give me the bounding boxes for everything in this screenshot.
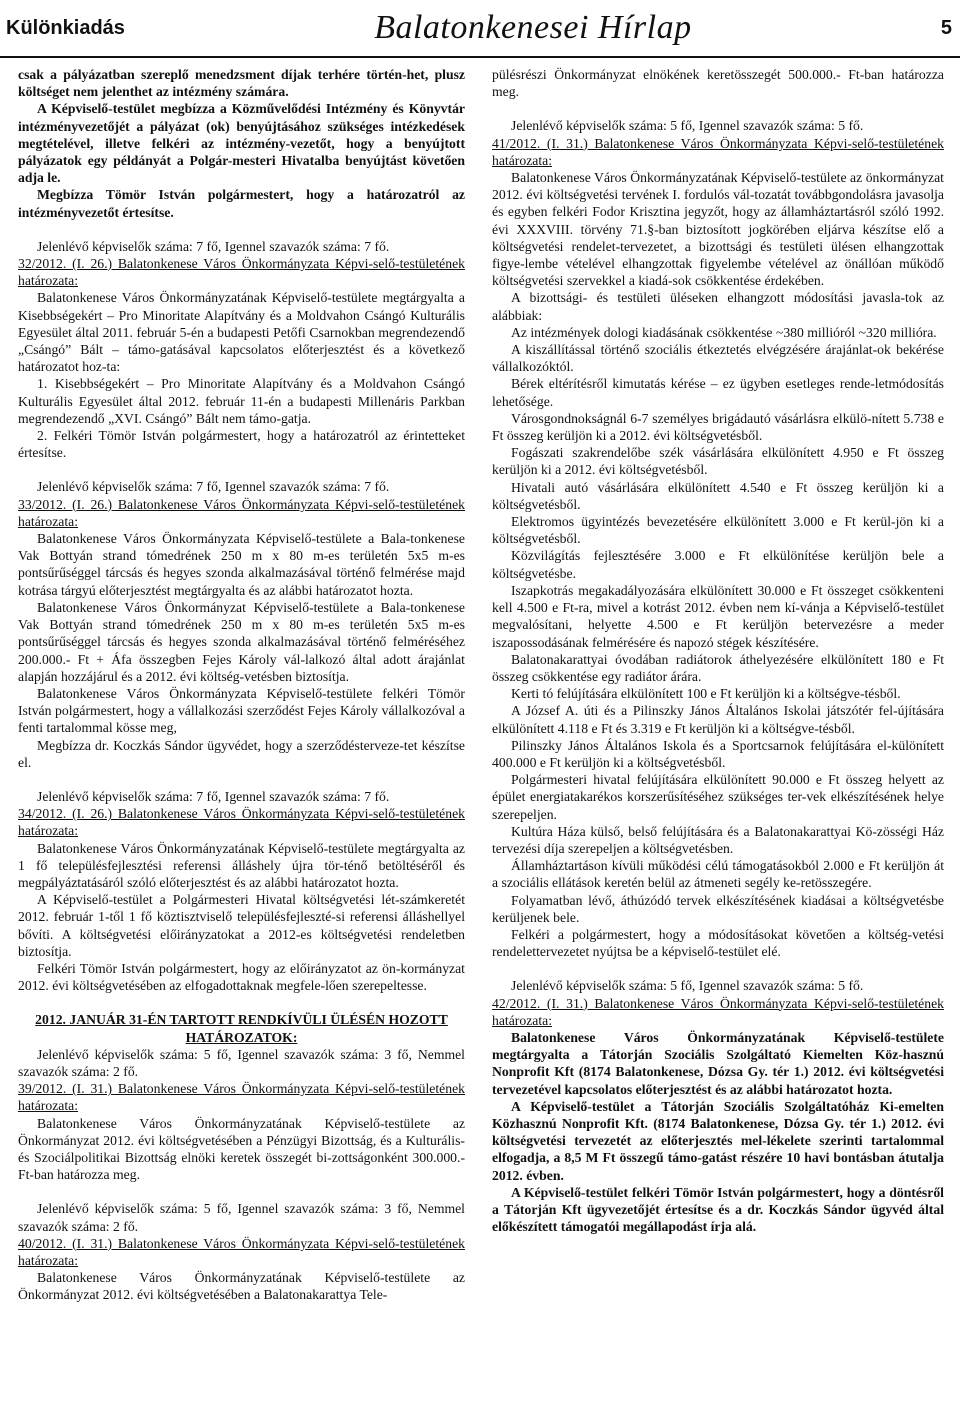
vote-line: Jelenlévő képviselők száma: 7 fő, Igennel szavazók száma: 7 fő. — [37, 238, 390, 254]
newspaper-masthead: Balatonkenesei Hírlap — [374, 9, 692, 46]
paragraph: Balatonkenese Város Önkormányzat Képviselő-testülete a Bala-tonkenese Vak Bottyán strand tómedrének 250 m x 80 m-es területén 5x5 m-es pontsűrűséggel tárcsás és hegyes szonda alkalmazásával történő felméréséhez 200.000.- Ft + Áfa összegben Fejes Károly vál-lalkozó által adott árajánlat alapján hozzájárul és a 2012. évi költség-vetésben biztosítja. — [18, 599, 465, 684]
paragraph: Balatonkenese Város Önkormányzata Képviselő-testülete a Bala-tonkenese Vak Bottyán strand tómedrének 250 m x 80 m-es területén 5x5 m-es pontsűrűséggel tárcsás és hegyes szonda alkalmazásával történő felmérése majd kotrása tárgyú előterjesztést megtárgyalta és az alábbi határozatot hozta. — [18, 531, 465, 598]
left-column — [18, 66, 465, 1304]
paragraph: pülésrészi Önkormányzat elnökének keretösszegét 500.000.- Ft-ban határozza meg. — [492, 67, 944, 100]
vote-line: Jelenlévő képviselők száma: 5 fő, Igennel szavazók száma: 3 fő, Nemmel szavazók száma: 2 fő. — [18, 1201, 465, 1234]
paragraph: A Képviselő-testület a Polgármesteri Hivatal költségvetési lét-számkeretét 2012. február 1-től 1 fő köztisztviselő településfejleszté-si referensi álláshellyel bővíti. A költségvetési előirányzatokat a 2012-es költségvetési rendeletben biztosítja. — [18, 892, 465, 959]
paragraph: Balatonkenese Város Önkormányzatának Képviselő-testülete az önkormányzat 2012. évi költségvetési tervének I. fordulós vál-tozatát továbbgondolásra javasolja és egyben felkéri Fodor Krisztina jegyzőt, hogy az államháztartásról szóló 1992. évi XXXVIII. törvény 71.§-ban biztosított jogkörében eljárva készítse elő a költségvetési rendelet-tervezetet, a bizottsági és testületi ülésen elhangzottak figye-lembe vételével elhangzottak figyelembe vételével az önállóan működő költségvetési szervekkel a kiadá-sok csökkentése érdekében. — [492, 170, 944, 289]
resolution-number: 33/2012. (I. 26.) Balatonkenese Város Önkormányzata Képvi-selő-testületének határozata: — [18, 496, 465, 529]
paragraph: Hivatali autó vásárlására elkülönített 4.540 e Ft összeg kerüljön ki a költségvetésből. — [492, 479, 944, 512]
paragraph: A Képviselő-testület a Tátorján Szociális Szolgáltatóház Ki-emelten Közhasznú Nonprofit Kft. (8174 Balatonkenese, Dózsa Gy. tér 1.) 2012. évi költségvetési tervezetét az előterjesztés mel-lékelete szerinti tartalommal elfogadja, a 8,5 M Ft összegű támo-gatást részére 10 havi bontásban átutalja 2012. évben. — [492, 1098, 944, 1183]
paragraph: Megbízza dr. Koczkás Sándor ügyvédet, hogy a szerződésterveze-tet készítse el. — [18, 737, 465, 770]
paragraph: A József A. úti és a Pilinszky János Általános Iskolai játszótér fel-újítására elkülönített 4.118 e Ft és 3.319 e Ft kerüljön ki a költségve-tésből. — [492, 703, 944, 736]
session-heading: 2012. JANUÁR 31-ÉN TARTOTT RENDKÍVÜLI ÜLÉSÉN HOZOTT HATÁROZATOK: — [35, 1012, 448, 1045]
paragraph: Kultúra Háza külső, belső felújítására és a Balatonakarattyai Kö-zösségi Ház tervezési díja szerepeljen a költségvetésben. — [492, 823, 944, 856]
paragraph: Balatonkenese Város Önkormányzatának Képviselő-testülete az Önkormányzat 2012. évi költségvetésében a Pénzügyi Bizottság, és a Kulturális- és Szociálpolitikai Bizottság elnöki keretek összegét bi-zottságonként 300.000.- Ft-ban határozza meg. — [18, 1115, 465, 1183]
paragraph: Balatonkenese Város Önkormányzatának Képviselő-testülete megtárgyalta a Kisebbségekért – Pro Minoritate Alapítvány és a Moldvahon Csángó Kulturális Egyesület által 2011. február 5-én a budapesti Petőfi Csarnokban megrendezendő „Csángó” Bált – támo-gatásával kapcsolatos előterjesztést és a következő határozatot hoz-ta: — [18, 290, 465, 375]
paragraph: Városgondnokságnál 6-7 személyes brigádautó vásárlásra elkülö-nített 5.738 e Ft összeg kerüljön ki a 2012. évi költségvetésből. — [492, 410, 944, 444]
resolution-number: 41/2012. (I. 31.) Balatonkenese Város Önkormányzata Képvi-selő-testületének határozata: — [492, 135, 944, 168]
paragraph: Az intézmények dologi kiadásának csökkentése ~380 millióról ~320 millióra. — [511, 324, 937, 340]
resolution-number: 42/2012. (I. 31.) Balatonkenese Város Önkormányzata Képvi-selő-testületének határozata: — [492, 995, 944, 1028]
paragraph: Balatonkenese Város Önkormányzata Képviselő-testülete felkéri Tömör István polgármestert, hogy a vállalkozási szerződést Fejes Károly vállalkozóval a fenti tartalommal kösse meg, — [18, 685, 465, 736]
paragraph: Államháztartáson kívüli működési célú támogatásokból 2.000 e Ft kerüljön át a szociális ellátások keretén belül az átmeneti segély ke-retösszegére. — [492, 858, 944, 891]
paragraph: Kerti tó felújítására elkülönített 100 e Ft kerüljön ki a költségve-tésből. — [511, 686, 901, 702]
resolution-number: 32/2012. (I. 26.) Balatonkenese Város Önkormányzata Képvi-selő-testületének határozata: — [18, 256, 465, 289]
paragraph: Balatonakarattyai óvodában radiátorok áthelyezésére elkülönített 180 e Ft összeg csökkentése egy radiátor árára. — [492, 651, 944, 684]
paragraph: Felkéri Tömör István polgármestert, hogy az előirányzatot az ön-kormányzat 2012. évi költségvetésében az elfogadottaknak megfele-lően szerepeltesse. — [18, 960, 465, 994]
paragraph: 1. Kisebbségekért – Pro Minoritate Alapítvány és a Moldvahon Csángó Kulturális Egyesület által 2012. február 11-én a budapesti Millenáris Parkban megrendezendő „XVI. Csángó” Bált nem támo-gatja. — [18, 376, 465, 426]
vote-line: Jelenlévő képviselők száma: 5 fő, Igennel szavazók száma: 5 fő. — [511, 978, 864, 994]
paragraph: Folyamatban lévő, áthúzódó tervek elkészítésének kiadásai a költségvetésbe kerüljenek bele. — [492, 892, 944, 925]
paragraph: A kiszállítással történő szociális étkeztetés elvégzésére árajánlat-ok bekérése vállalkozóktól. — [492, 342, 944, 375]
right-column — [492, 66, 944, 1235]
resolution-number: 39/2012. (I. 31.) Balatonkenese Város Önkormányzata Képvi-selő-testületének határozata: — [18, 1081, 465, 1114]
section-label: Különkiadás — [6, 16, 125, 39]
paragraph: Balatonkenese Város Önkormányzatának Képviselő-testülete megtárgyalta az 1 fő településfejlesztési referensi álláshely újra tör-ténő betöltéséről és megpályáztatásáról szóló előterjesztést és az alábbi határozatot hozta. — [18, 840, 465, 890]
paragraph: Fogászati szakrendelőbe szék vásárlására elkülönített 4.950 e Ft összeg kerüljön ki a 2012. évi költségvetésből. — [492, 445, 944, 478]
paragraph: Megbízza Tömör István polgármestert, hogy a határozatról az intézményvezetőt értesítse. — [18, 187, 465, 220]
paragraph: Közvilágítás fejlesztésére 3.000 e Ft elkülönítése kerüljön bele a költségvetésbe. — [492, 548, 944, 581]
paragraph: Iszapkotrás megakadályozására elkülönített 30.000 e Ft összeget csökkenteni kell 4.500 e Ft-ra, mivel a kotrást 2012. évben nem kí-vánja a Képviselő-testület megvalósítani, helyette 4.500 e Ft kerüljön betervezésre a meder iszapossodásának felmérésére és napozó stégek készítésére. — [492, 582, 944, 650]
vote-line: Jelenlévő képviselők száma: 5 fő, Igennel szavazók száma: 3 fő, Nemmel szavazók száma: 2 fő. — [18, 1046, 465, 1079]
page-header — [0, 0, 960, 56]
header-rule — [0, 56, 960, 58]
paragraph: Polgármesteri hivatal felújítására elkülönített 90.000 e Ft összeg helyett az épület energiatakarékos korszerűsítéséhez szükséges ter-vek elkészítésének helye szerepeljen. — [492, 772, 944, 822]
paragraph: Felkéri a polgármestert, hogy a módosításokat követően a költség-vetési rendelettervezetet nyújtsa be a képviselő-testület elé. — [492, 926, 944, 960]
paragraph: A bizottsági- és testületi üléseken elhangzott módosítási javasla-tok az alábbiak: — [492, 290, 944, 323]
resolution-number: 40/2012. (I. 31.) Balatonkenese Város Önkormányzata Képvi-selő-testületének határozata: — [18, 1235, 465, 1268]
paragraph: A Képviselő-testület felkéri Tömör István polgármestert, hogy a döntésről a Tátorján Kft ügyvezetőjét értesítse és a dr. Koczkás Sándor ügyvéd által előkészített támogatói megállapodást írja alá. — [492, 1184, 944, 1235]
paragraph: Balatonkenese Város Önkormányzatának Képviselő-testülete az Önkormányzat 2012. évi költségvetésében a Balatonakarattya Tele- — [18, 1270, 465, 1303]
paragraph: Balatonkenese Város Önkormányzatának Képviselő-testülete megtárgyalta a Tátorján Szociális Szolgáltató Kiemelten Köz-hasznú Nonprofit Kft (8174 Balatonkenese, Dózsa Gy. tér 1.) 2012. évi költségvetési tervezetével kapcsolatos előterjesztést és az alábbi határozatot hozta. — [492, 1029, 944, 1097]
page-number: 5 — [940, 16, 952, 39]
paragraph: Bérek eltérítésről kimutatás kérése – ez ügyben esetleges rende-letmódosítás lehetősége. — [492, 376, 944, 409]
paragraph: csak a pályázatban szereplő menedzsment díjak terhére történ-het, plusz költséget nem jelenthet az intézmény számára. — [18, 67, 465, 100]
vote-line: Jelenlévő képviselők száma: 7 fő, Igennel szavazók száma: 7 fő. — [37, 788, 390, 804]
paragraph: 2. Felkéri Tömör István polgármestert, hogy a határozatról az érintetteket értesítse. — [18, 428, 465, 461]
vote-line: Jelenlévő képviselők száma: 7 fő, Igennel szavazók száma: 7 fő. — [37, 479, 390, 495]
paragraph: A Képviselő-testület megbízza a Közművelődési Intézmény és Könyvtár intézményvezetőjét a pályázat (ok) benyújtásához szükséges intézkedések megtételével, illetve felkéri az intézmény-vezetőt, hogy a benyújtott pályázatok egy példányát a Polgár-mesteri Hivatalba benyújtást követően adja le. — [18, 101, 465, 186]
resolution-number: 34/2012. (I. 26.) Balatonkenese Város Önkormányzata Képvi-selő-testületének határozata: — [18, 806, 465, 839]
paragraph: Elektromos ügyintézés bevezetésére elkülönített 3.000 e Ft kerül-jön ki a költségvetésből. — [492, 514, 944, 547]
vote-line: Jelenlévő képviselők száma: 5 fő, Igennel szavazók száma: 5 fő. — [511, 118, 864, 134]
paragraph: Pilinszky János Általános Iskola és a Sportcsarnok felújítására el-különített 400.000 e Ft kerüljön ki a költségvetésből. — [492, 737, 944, 770]
